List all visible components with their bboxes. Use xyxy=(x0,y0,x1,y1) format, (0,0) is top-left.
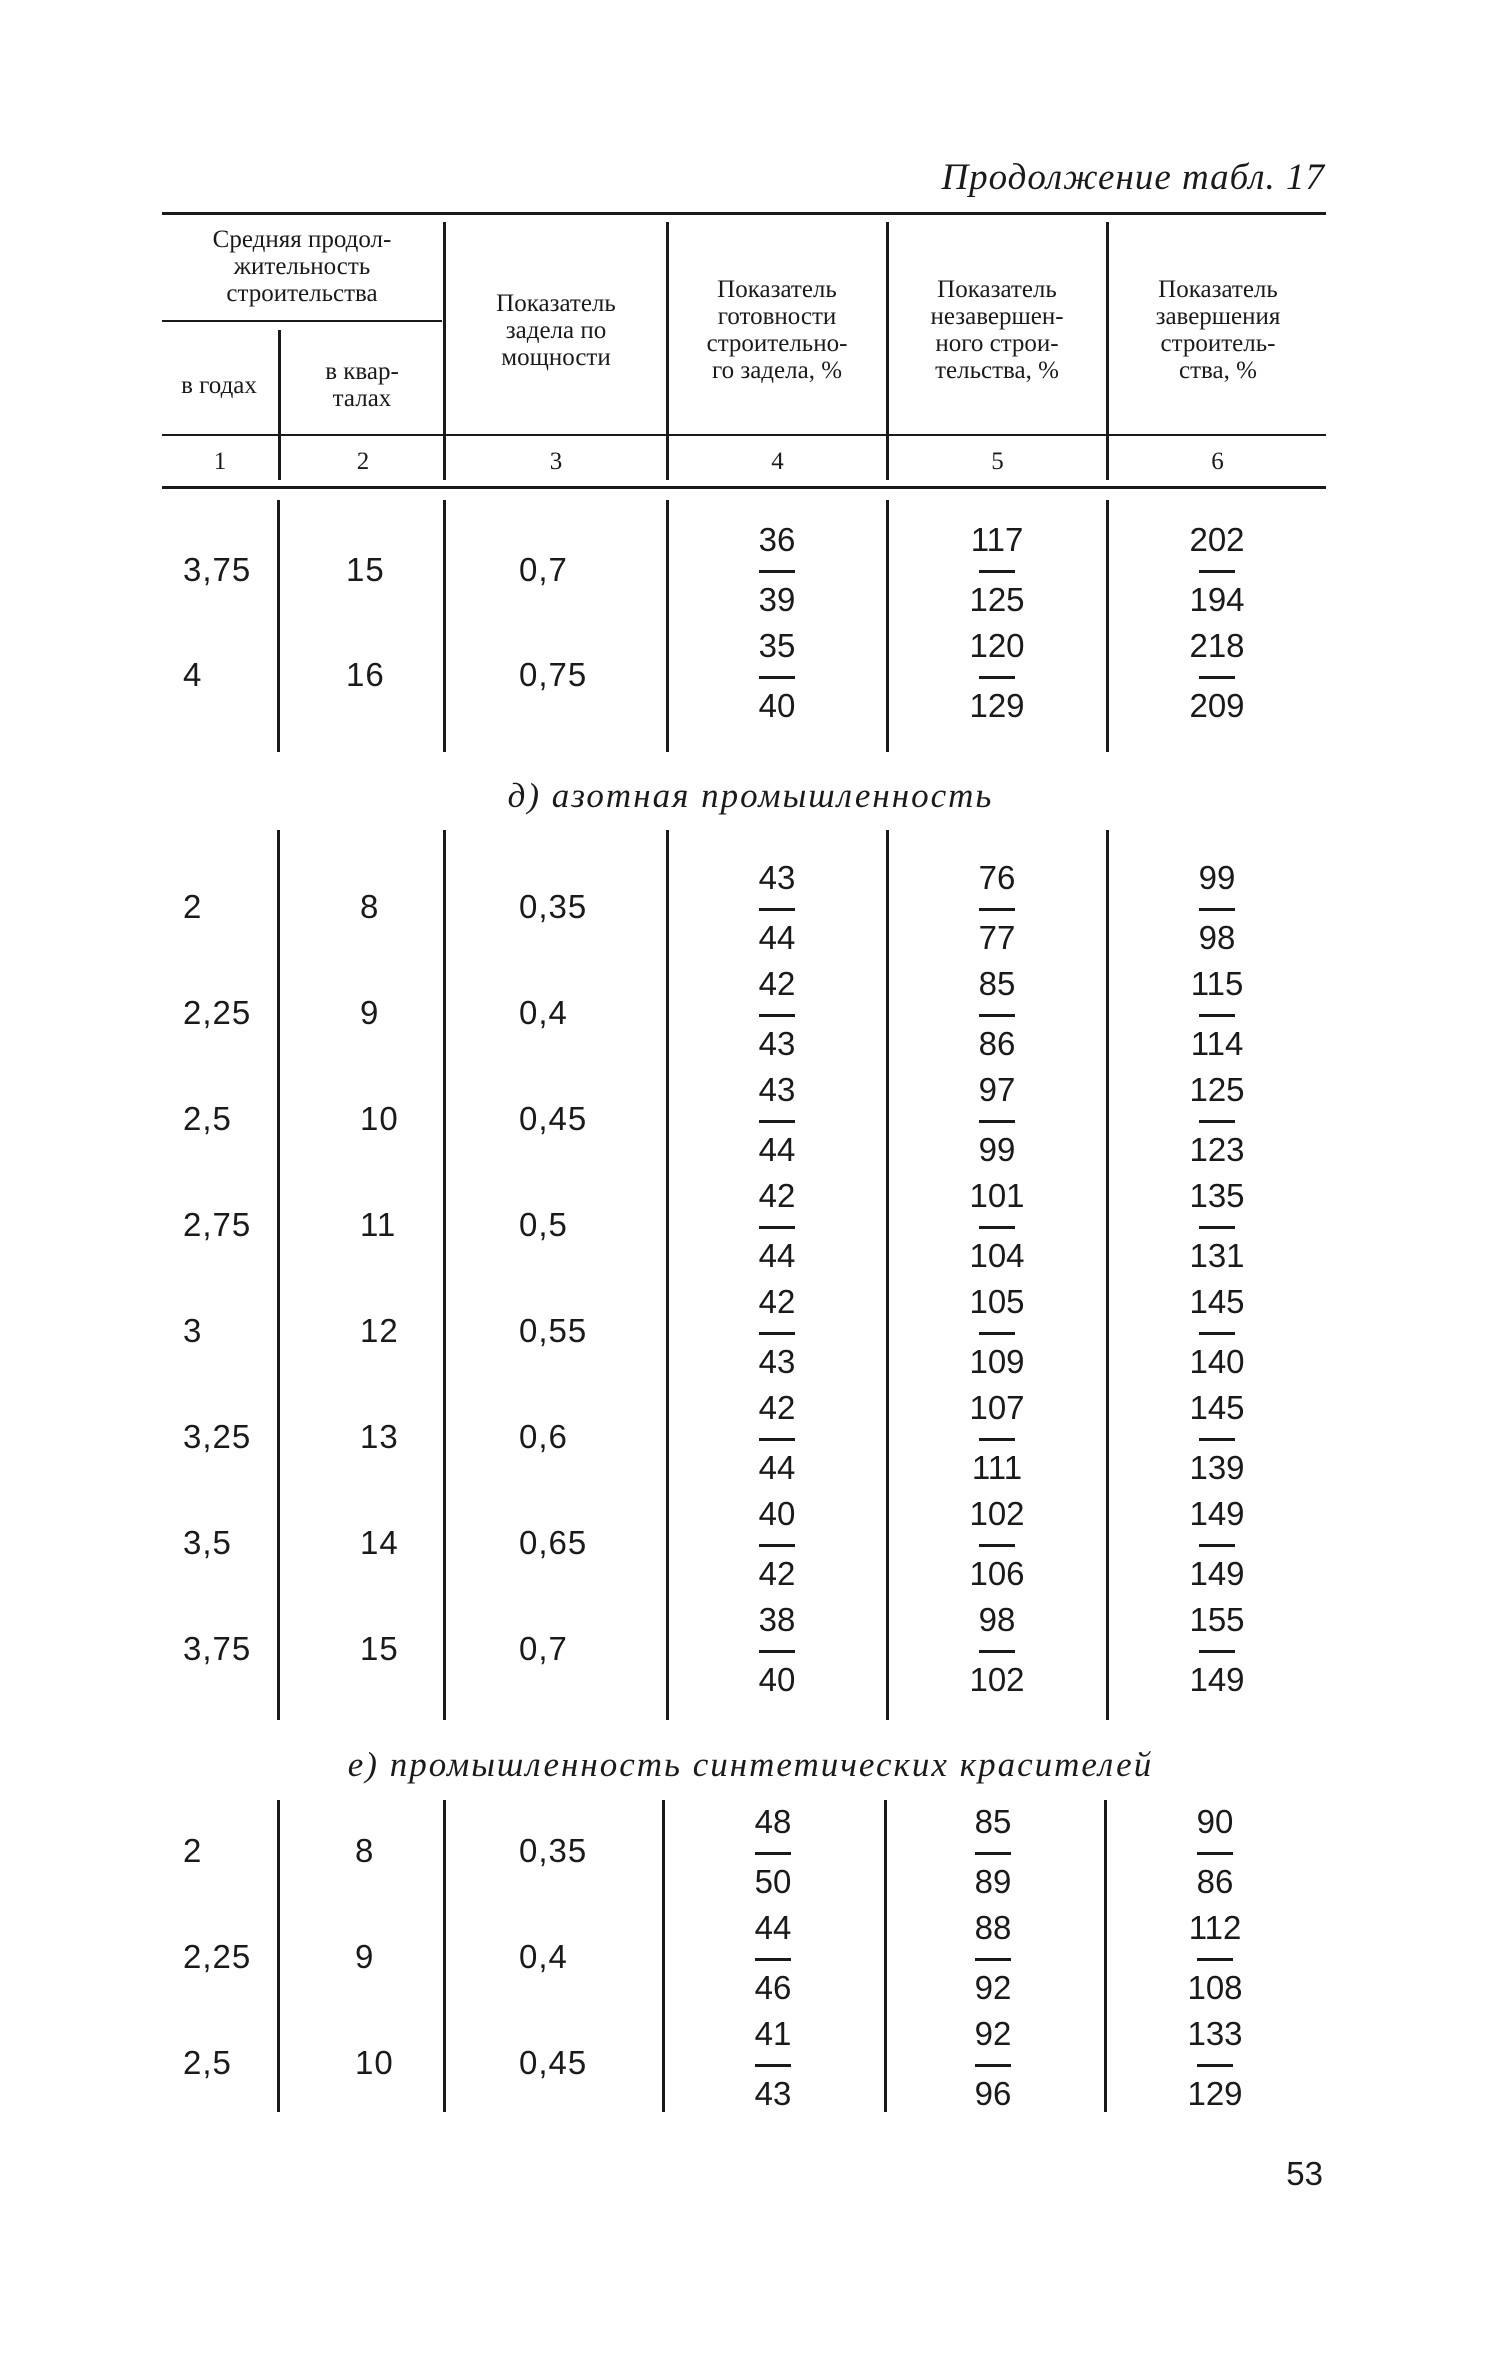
fraction-bar xyxy=(1199,570,1235,573)
unfinished-fraction xyxy=(957,624,1037,728)
numerator: 97 xyxy=(978,1071,1016,1108)
quarters-cell: 13 xyxy=(360,1418,399,1455)
fraction-bar xyxy=(1199,1014,1235,1017)
completion-fraction xyxy=(1175,1800,1255,1904)
numerator: 102 xyxy=(969,1495,1025,1532)
numerator: 115 xyxy=(1190,965,1244,1002)
numerator: 135 xyxy=(1189,1177,1245,1214)
numerator: 42 xyxy=(758,1283,796,1320)
fraction-bar xyxy=(1199,1226,1235,1229)
denominator: 40 xyxy=(758,1661,796,1698)
backlog-cell: 0,7 xyxy=(519,1630,568,1667)
quarters-cell: 10 xyxy=(360,1100,399,1137)
fraction-bar xyxy=(1199,1650,1235,1653)
fraction-bar xyxy=(979,676,1015,679)
fraction-bar xyxy=(979,1332,1015,1335)
denominator: 109 xyxy=(969,1343,1025,1380)
completion-fraction xyxy=(1177,1174,1257,1278)
numerator: 98 xyxy=(978,1601,1016,1638)
unfinished-fraction xyxy=(957,1174,1037,1278)
section1-divider-3 xyxy=(666,500,669,752)
completion-fraction xyxy=(1177,1280,1257,1384)
numerator: 145 xyxy=(1189,1389,1245,1426)
denominator: 139 xyxy=(1189,1449,1245,1486)
quarters-cell: 15 xyxy=(346,551,385,588)
denominator: 106 xyxy=(969,1555,1025,1592)
numerator: 35 xyxy=(758,627,796,664)
numerator: 38 xyxy=(758,1601,796,1638)
completion-fraction xyxy=(1177,1068,1257,1172)
fraction-bar xyxy=(759,570,795,573)
denominator: 149 xyxy=(1189,1661,1245,1698)
denominator: 96 xyxy=(974,2075,1012,2112)
years-cell: 4 xyxy=(183,656,203,693)
fraction-bar xyxy=(1199,676,1235,679)
fraction-bar xyxy=(759,676,795,679)
readiness-fraction xyxy=(733,1800,813,1904)
years-cell: 2,75 xyxy=(183,1206,252,1243)
backlog-cell: 0,55 xyxy=(519,1312,588,1349)
completion-fraction xyxy=(1177,1598,1257,1702)
column-numbers-rule xyxy=(162,434,1326,436)
numerator: 120 xyxy=(969,627,1025,664)
section2-divider-5 xyxy=(1106,830,1109,1720)
numerator: 112 xyxy=(1188,1909,1242,1946)
quarters-cell: 8 xyxy=(360,888,380,925)
denominator: 43 xyxy=(758,1343,796,1380)
header-bottom-rule xyxy=(162,486,1326,489)
header-divider-2 xyxy=(443,222,446,480)
fraction-bar xyxy=(759,1014,795,1017)
section2-divider-2 xyxy=(443,830,446,1720)
denominator: 114 xyxy=(1190,1025,1244,1062)
unfinished-fraction xyxy=(957,962,1037,1066)
column-number: 3 xyxy=(549,448,563,475)
quarters-cell: 9 xyxy=(355,1938,375,1975)
numerator: 41 xyxy=(754,2015,792,2052)
numerator: 107 xyxy=(969,1389,1025,1426)
header-divider-3 xyxy=(666,222,669,480)
readiness-fraction xyxy=(737,1280,817,1384)
numerator: 76 xyxy=(978,859,1016,896)
fraction-bar xyxy=(979,1650,1015,1653)
fraction-bar xyxy=(1199,908,1235,911)
fraction-bar xyxy=(759,1226,795,1229)
completion-fraction xyxy=(1177,856,1257,960)
fraction-bar xyxy=(755,2064,791,2067)
numerator: 145 xyxy=(1189,1283,1245,1320)
fraction-bar xyxy=(979,1226,1015,1229)
backlog-cell: 0,35 xyxy=(519,1832,588,1869)
readiness-fraction xyxy=(737,1386,817,1490)
readiness-fraction xyxy=(737,856,817,960)
completion-fraction xyxy=(1175,1906,1255,2010)
numerator: 85 xyxy=(978,965,1016,1002)
fraction-bar xyxy=(759,1650,795,1653)
header-unfinished-indicator: Показатель незавершен- ного строи- тельства, % xyxy=(930,276,1064,384)
readiness-fraction xyxy=(737,1174,817,1278)
section2-divider-1 xyxy=(277,830,280,1720)
denominator: 77 xyxy=(978,919,1016,956)
numerator: 92 xyxy=(974,2015,1012,2052)
header-divider-5 xyxy=(1106,222,1109,480)
section1-divider-2 xyxy=(443,500,446,752)
numerator: 149 xyxy=(1189,1495,1245,1532)
quarters-cell: 9 xyxy=(360,994,380,1031)
years-cell: 3,75 xyxy=(183,1630,252,1667)
fraction-bar xyxy=(979,1120,1015,1123)
backlog-cell: 0,5 xyxy=(519,1206,568,1243)
header-subgroup-rule xyxy=(162,320,442,322)
fraction-bar xyxy=(759,1544,795,1547)
denominator: 102 xyxy=(969,1661,1025,1698)
numerator: 105 xyxy=(969,1283,1025,1320)
numerator: 48 xyxy=(754,1803,792,1840)
fraction-bar xyxy=(759,1120,795,1123)
column-number: 2 xyxy=(356,448,370,475)
fraction-bar xyxy=(1197,1958,1233,1961)
header-divider-4 xyxy=(886,222,889,480)
fraction-bar xyxy=(1199,1438,1235,1441)
numerator: 44 xyxy=(754,1909,792,1946)
numerator: 42 xyxy=(758,1389,796,1426)
completion-fraction xyxy=(1177,962,1257,1066)
section3-divider-3 xyxy=(662,1800,665,2112)
readiness-fraction xyxy=(737,1492,817,1596)
fraction-bar xyxy=(975,1852,1011,1855)
quarters-cell: 10 xyxy=(355,2044,394,2081)
header-top-rule xyxy=(162,212,1326,215)
numerator: 36 xyxy=(758,521,796,558)
quarters-cell: 8 xyxy=(355,1832,375,1869)
backlog-cell: 0,45 xyxy=(519,1100,588,1137)
backlog-cell: 0,4 xyxy=(519,994,568,1031)
fraction-bar xyxy=(755,1852,791,1855)
numerator: 99 xyxy=(1198,859,1236,896)
fraction-bar xyxy=(759,908,795,911)
unfinished-fraction xyxy=(957,1280,1037,1384)
numerator: 42 xyxy=(758,1177,796,1214)
denominator: 131 xyxy=(1189,1237,1245,1274)
section2-divider-3 xyxy=(666,830,669,1720)
years-cell: 2,25 xyxy=(183,994,252,1031)
years-cell: 2 xyxy=(183,1832,203,1869)
backlog-cell: 0,45 xyxy=(519,2044,588,2081)
denominator: 44 xyxy=(758,1449,796,1486)
backlog-cell: 0,4 xyxy=(519,1938,568,1975)
quarters-cell: 14 xyxy=(360,1524,399,1561)
column-number: 1 xyxy=(213,448,227,475)
completion-fraction xyxy=(1175,2012,1255,2116)
completion-fraction xyxy=(1177,1386,1257,1490)
denominator: 86 xyxy=(978,1025,1016,1062)
years-cell: 3,25 xyxy=(183,1418,252,1455)
denominator: 98 xyxy=(1198,919,1236,956)
fraction-bar xyxy=(975,1958,1011,1961)
section3-divider-4 xyxy=(884,1800,887,2112)
denominator: 99 xyxy=(978,1131,1016,1168)
quarters-cell: 11 xyxy=(360,1206,397,1243)
column-number: 6 xyxy=(1211,448,1224,475)
numerator: 155 xyxy=(1189,1601,1245,1638)
readiness-fraction xyxy=(733,1906,813,2010)
fraction-bar xyxy=(1199,1544,1235,1547)
quarters-cell: 16 xyxy=(346,656,385,693)
section1-divider-5 xyxy=(1106,500,1109,752)
numerator: 202 xyxy=(1189,521,1245,558)
numerator: 43 xyxy=(758,1071,796,1108)
denominator: 194 xyxy=(1189,581,1245,618)
section1-divider-4 xyxy=(886,500,889,752)
denominator: 111 xyxy=(971,1449,1023,1486)
denominator: 43 xyxy=(754,2075,792,2112)
years-cell: 3,5 xyxy=(183,1524,232,1561)
denominator: 86 xyxy=(1196,1863,1234,1900)
denominator: 123 xyxy=(1189,1131,1245,1168)
numerator: 133 xyxy=(1187,2015,1243,2052)
years-cell: 2,25 xyxy=(183,1938,252,1975)
header-duration-group: Средняя продол- жительность строительства xyxy=(212,226,392,307)
quarters-cell: 15 xyxy=(360,1630,399,1667)
readiness-fraction xyxy=(737,1068,817,1172)
years-cell: 2,5 xyxy=(183,2044,232,2081)
denominator: 140 xyxy=(1189,1343,1245,1380)
denominator: 129 xyxy=(969,687,1025,724)
fraction-bar xyxy=(975,2064,1011,2067)
denominator: 44 xyxy=(758,919,796,956)
denominator: 39 xyxy=(758,581,796,618)
denominator: 40 xyxy=(758,687,796,724)
backlog-cell: 0,35 xyxy=(519,888,588,925)
numerator: 42 xyxy=(758,965,796,1002)
unfinished-fraction xyxy=(957,856,1037,960)
section-title-nitrogen: д) азотная промышленность xyxy=(507,776,994,815)
denominator: 108 xyxy=(1187,1969,1243,2006)
fraction-bar xyxy=(759,1438,795,1441)
section3-divider-2 xyxy=(443,1800,446,2112)
fraction-bar xyxy=(1199,1332,1235,1335)
denominator: 44 xyxy=(758,1237,796,1274)
numerator: 90 xyxy=(1196,1803,1234,1840)
years-cell: 2 xyxy=(183,888,203,925)
fraction-bar xyxy=(979,570,1015,573)
section3-divider-1 xyxy=(277,1800,280,2112)
fraction-bar xyxy=(979,1014,1015,1017)
header-backlog-indicator: Показатель задела по мощности xyxy=(496,289,616,371)
fraction-bar xyxy=(755,1958,791,1961)
completion-fraction xyxy=(1177,1492,1257,1596)
numerator: 43 xyxy=(758,859,796,896)
readiness-fraction xyxy=(737,962,817,1066)
numerator: 101 xyxy=(969,1177,1025,1214)
denominator: 129 xyxy=(1187,2075,1243,2112)
header-readiness-indicator: Показатель готовности строительно- го задела, % xyxy=(706,276,848,384)
column-number: 5 xyxy=(991,448,1004,475)
backlog-cell: 0,75 xyxy=(519,656,588,693)
fraction-bar xyxy=(979,1438,1015,1441)
completion-fraction xyxy=(1177,518,1257,622)
readiness-fraction xyxy=(733,2012,813,2116)
denominator: 149 xyxy=(1189,1555,1245,1592)
years-cell: 3,75 xyxy=(183,551,252,588)
header-completion-indicator: Показатель завершения строитель- ства, % xyxy=(1155,276,1281,384)
numerator: 88 xyxy=(974,1909,1012,1946)
unfinished-fraction xyxy=(953,1800,1033,1904)
denominator: 43 xyxy=(758,1025,796,1062)
quarters-cell: 12 xyxy=(360,1312,399,1349)
backlog-cell: 0,65 xyxy=(519,1524,588,1561)
years-cell: 2,5 xyxy=(183,1100,232,1137)
denominator: 42 xyxy=(758,1555,796,1592)
denominator: 89 xyxy=(974,1863,1012,1900)
numerator: 117 xyxy=(970,521,1024,558)
page-number: 53 xyxy=(1286,2155,1323,2192)
backlog-cell: 0,7 xyxy=(519,551,568,588)
section1-divider-1 xyxy=(277,500,280,752)
unfinished-fraction xyxy=(957,518,1037,622)
numerator: 218 xyxy=(1189,627,1245,664)
fraction-bar xyxy=(759,1332,795,1335)
section2-divider-4 xyxy=(886,830,889,1720)
unfinished-fraction xyxy=(953,1906,1033,2010)
header-years: в годах xyxy=(181,371,257,399)
header-divider-1 xyxy=(278,330,281,480)
numerator: 125 xyxy=(1189,1071,1245,1108)
fraction-bar xyxy=(979,908,1015,911)
fraction-bar xyxy=(979,1544,1015,1547)
backlog-cell: 0,6 xyxy=(519,1418,568,1455)
fraction-bar xyxy=(1199,1120,1235,1123)
denominator: 50 xyxy=(754,1863,792,1900)
unfinished-fraction xyxy=(957,1598,1037,1702)
denominator: 92 xyxy=(974,1969,1012,2006)
denominator: 44 xyxy=(758,1131,796,1168)
unfinished-fraction xyxy=(953,2012,1033,2116)
fraction-bar xyxy=(1197,2064,1233,2067)
numerator: 40 xyxy=(758,1495,796,1532)
section-title-dyes: е) промышленность синтетических красителей xyxy=(347,1745,1154,1784)
denominator: 104 xyxy=(969,1237,1025,1274)
years-cell: 3 xyxy=(183,1312,203,1349)
completion-fraction xyxy=(1177,624,1257,728)
unfinished-fraction xyxy=(957,1386,1037,1490)
denominator: 125 xyxy=(969,581,1025,618)
unfinished-fraction xyxy=(957,1492,1037,1596)
column-number: 4 xyxy=(771,448,784,475)
readiness-fraction xyxy=(737,1598,817,1702)
denominator: 209 xyxy=(1189,687,1245,724)
unfinished-fraction xyxy=(957,1068,1037,1172)
denominator: 46 xyxy=(754,1969,792,2006)
table-caption: Продолжение табл. 17 xyxy=(941,157,1325,198)
header-quarters: в квар- талах xyxy=(325,358,399,412)
fraction-bar xyxy=(1197,1852,1233,1855)
readiness-fraction xyxy=(737,624,817,728)
numerator: 85 xyxy=(974,1803,1012,1840)
readiness-fraction xyxy=(737,518,817,622)
section3-divider-5 xyxy=(1104,1800,1107,2112)
